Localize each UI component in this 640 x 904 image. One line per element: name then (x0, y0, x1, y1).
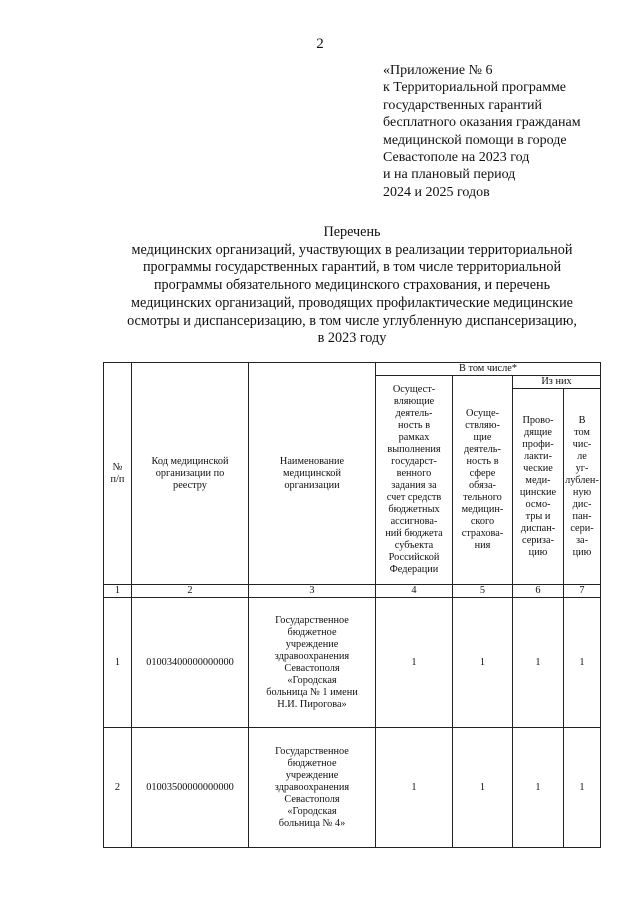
column-number: 6 (513, 585, 564, 598)
row-value-budget: 1 (376, 728, 453, 848)
column-number: 5 (453, 585, 513, 598)
appendix-line: бесплатного оказания гражданам (383, 115, 581, 131)
header-checkups: Прово- дящие профи- лакти- ческие меди- цинские осмо- тры и диспан- сериза- цию (513, 389, 564, 585)
heading-line: программы обязательного медицинского страхования, и перечень (153, 277, 551, 294)
heading-line: осмотры и диспансеризацию, в том числе углубленную диспансеризацию, (127, 312, 577, 329)
heading-line: в 2023 году (317, 330, 387, 347)
column-number: 3 (249, 585, 376, 598)
appendix-line: 2024 и 2025 годов (383, 184, 490, 200)
row-value-oms: 1 (453, 598, 513, 728)
row-value-checkups: 1 (513, 728, 564, 848)
organizations-table (103, 362, 601, 848)
appendix-line: Севастополе на 2023 год (383, 150, 530, 166)
heading-line: медицинских организаций, участвующих в реализации территориальной (131, 241, 573, 258)
table-row (104, 728, 601, 848)
appendix-line: и на плановый период (383, 167, 516, 183)
header-including: В том числе* (376, 363, 601, 376)
row-code: 01003500000000000 (132, 728, 249, 848)
header-code: Код медицинской организации по реестру (132, 363, 249, 585)
row-value-budget: 1 (376, 598, 453, 728)
appendix-block (383, 62, 633, 201)
appendix-line: медицинской помощи в городе (383, 132, 567, 148)
row-organization-name: Государственное бюджетное учреждение здравоохранения Севастополя «Городская больница № 1 имени Н.И. Пирогова» (249, 598, 376, 728)
row-value-checkups: 1 (513, 598, 564, 728)
appendix-line: государственных гарантий (383, 97, 542, 113)
heading-line: программы государственных гарантий, в том числе территориальной (142, 259, 562, 276)
row-code: 01003400000000000 (132, 598, 249, 728)
header-of-them: Из них (513, 376, 601, 389)
page-number: 2 (316, 36, 324, 52)
column-number: 7 (564, 585, 601, 598)
row-number: 1 (104, 598, 132, 728)
header-budget: Осущест- вляющие деятель- ность в рамках выполнения государст- венного задания за счет средств бюджетных ассигнова- ний бюджета субъекта Российской Федерации (376, 376, 453, 585)
row-value-in-depth: 1 (564, 728, 601, 848)
row-value-in-depth: 1 (564, 598, 601, 728)
header-number: № п/п (104, 363, 132, 585)
heading-line: медицинских организаций, проводящих профилактические медицинские (131, 294, 573, 311)
column-number: 1 (104, 585, 132, 598)
header-name: Наименование медицинской организации (249, 363, 376, 585)
header-in-depth: В том чис- ле уг- лублен- ную дис- пан- сери- за- цию (564, 389, 601, 585)
column-number: 4 (376, 585, 453, 598)
appendix-line: к Территориальной программе (383, 80, 567, 96)
document-heading (0, 224, 640, 348)
table-row (104, 598, 601, 728)
column-number: 2 (132, 585, 249, 598)
row-value-oms: 1 (453, 728, 513, 848)
row-number: 2 (104, 728, 132, 848)
row-organization-name: Государственное бюджетное учреждение здравоохранения Севастополя «Городская больница № 4» (249, 728, 376, 848)
header-oms: Осуще- ствляю- щие деятель- ность в сфере обяза- тельного медицин- ского страхова- ния (453, 376, 513, 585)
heading-line: Перечень (323, 224, 381, 240)
appendix-line: «Приложение № 6 (383, 63, 493, 78)
